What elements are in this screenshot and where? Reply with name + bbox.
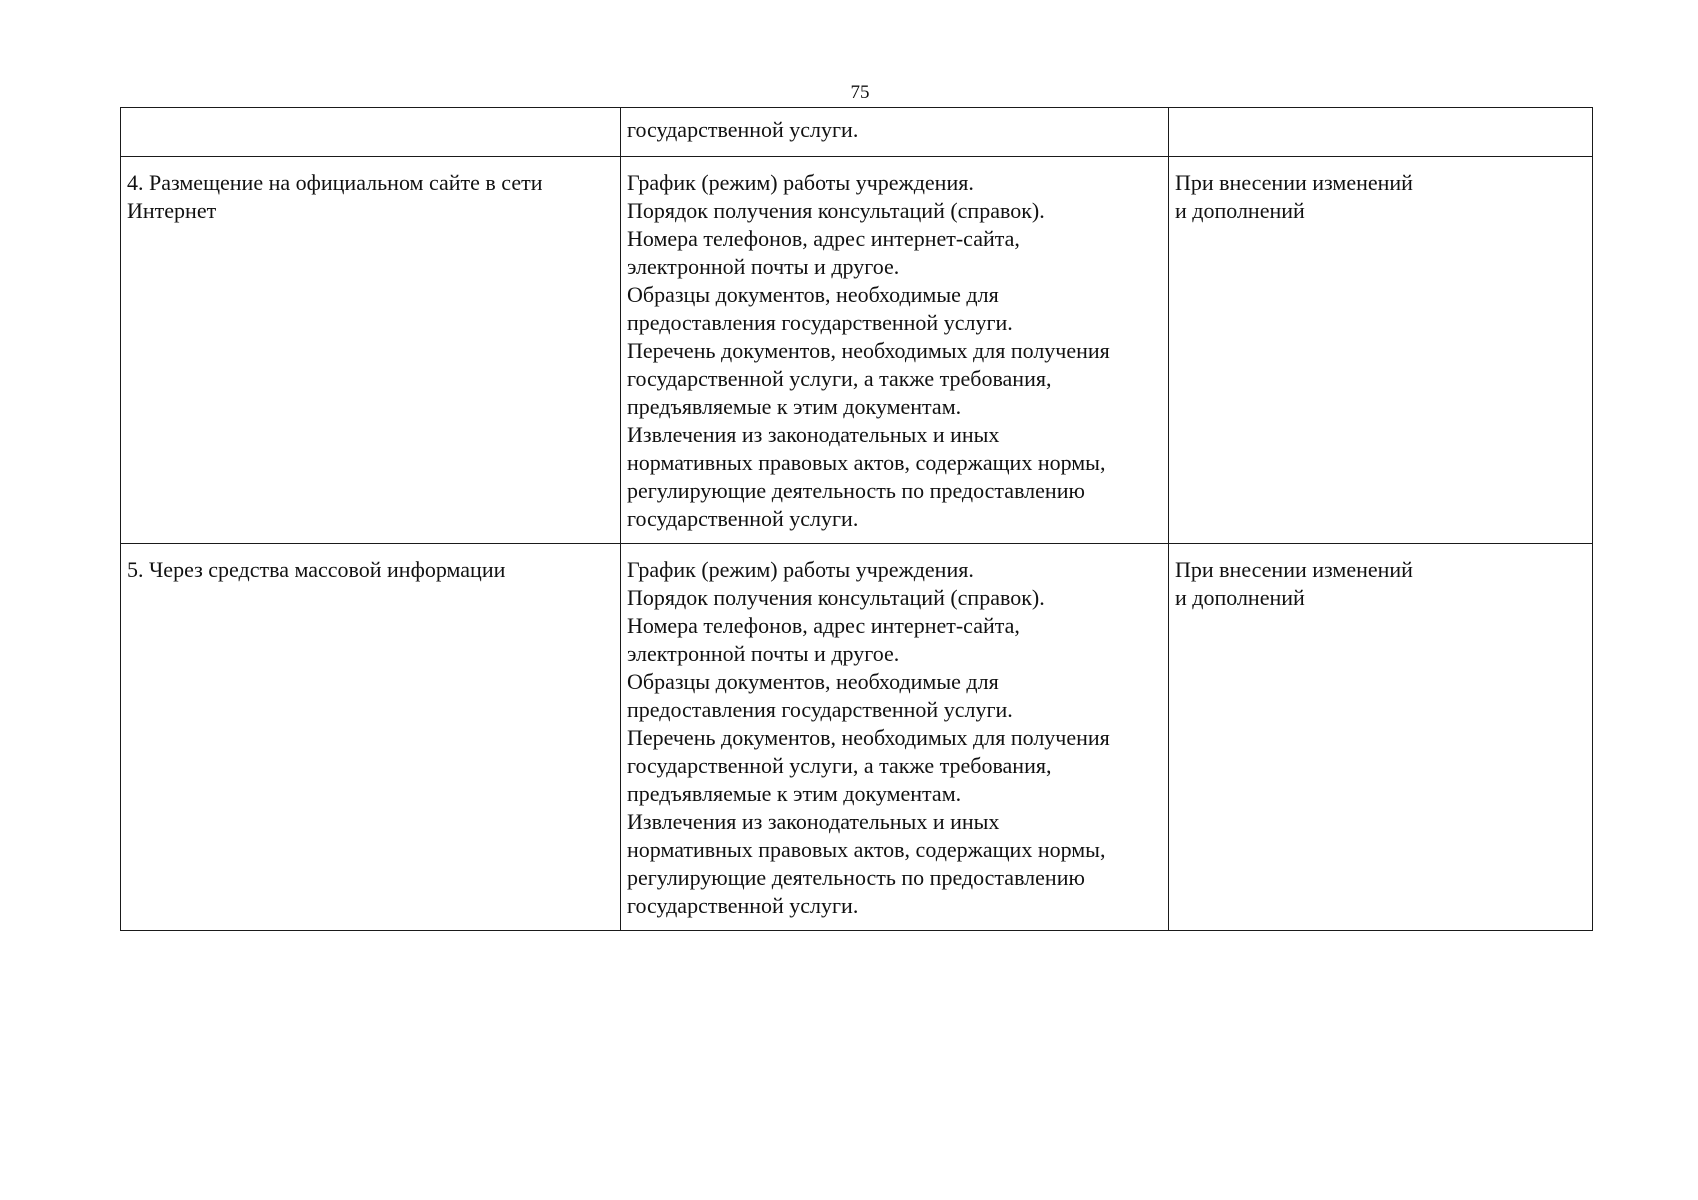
cell-method bbox=[121, 157, 621, 544]
cell-text-line: Порядок получения консультаций (справок). bbox=[627, 585, 1045, 610]
cell-text-line: При внесении изменений bbox=[1175, 557, 1413, 582]
cell-text-line: Образцы документов, необходимые для bbox=[627, 669, 999, 694]
cell-frequency bbox=[1169, 157, 1593, 544]
table-row-4 bbox=[121, 157, 1593, 544]
cell-text-line: При внесении изменений bbox=[1175, 170, 1413, 195]
cell-content: государственной услуги. bbox=[621, 108, 1169, 157]
cell-text-line: Номера телефонов, адрес интернет-сайта, bbox=[627, 226, 1020, 251]
cell-text-line: 5. Через средства массовой информации bbox=[127, 557, 506, 582]
cell-text-line: 4. Размещение на официальном сайте в сети bbox=[127, 170, 543, 195]
cell-text-line: Номера телефонов, адрес интернет-сайта, bbox=[627, 613, 1020, 638]
cell-method bbox=[121, 544, 621, 931]
cell-text-line: Перечень документов, необходимых для получения bbox=[627, 338, 1110, 363]
cell-text-line: государственной услуги, а также требования, bbox=[627, 753, 1052, 778]
cell-text-line: предоставления государственной услуги. bbox=[627, 310, 1013, 335]
cell-text-line: предъявляемые к этим документам. bbox=[627, 781, 962, 806]
cell-text-line: Образцы документов, необходимые для bbox=[627, 282, 999, 307]
cell-text-line: предоставления государственной услуги. bbox=[627, 697, 1013, 722]
cell-text-line: Перечень документов, необходимых для получения bbox=[627, 725, 1110, 750]
cell-text-line: нормативных правовых актов, содержащих нормы, bbox=[627, 450, 1106, 475]
cell-content bbox=[621, 157, 1169, 544]
cell-text-line: государственной услуги. bbox=[627, 893, 859, 918]
cell-text-line: государственной услуги, а также требования, bbox=[627, 366, 1052, 391]
cell-text-line: График (режим) работы учреждения. bbox=[627, 557, 974, 582]
cell-text-line: регулирующие деятельность по предоставлению bbox=[627, 865, 1085, 890]
cell-frequency bbox=[1169, 108, 1593, 157]
info-table bbox=[120, 107, 1593, 931]
cell-frequency bbox=[1169, 544, 1593, 931]
cell-text-line: электронной почты и другое. bbox=[627, 254, 900, 279]
cell-text-line: нормативных правовых актов, содержащих нормы, bbox=[627, 837, 1106, 862]
page-number: 75 bbox=[850, 82, 870, 103]
cell-text-line: Извлечения из законодательных и иных bbox=[627, 809, 1000, 834]
cell-text-line: предъявляемые к этим документам. bbox=[627, 394, 962, 419]
cell-text-line: Порядок получения консультаций (справок). bbox=[627, 198, 1045, 223]
table-row-continuation bbox=[121, 108, 1593, 157]
cell-text-line: График (режим) работы учреждения. bbox=[627, 170, 974, 195]
cell-text-line: и дополнений bbox=[1175, 585, 1305, 610]
cell-text-line: Интернет bbox=[127, 198, 217, 223]
cell-content bbox=[621, 544, 1169, 931]
table-row-5 bbox=[121, 544, 1593, 931]
cell-method bbox=[121, 108, 621, 157]
cell-text-line: государственной услуги. bbox=[627, 506, 859, 531]
cell-text-line: и дополнений bbox=[1175, 198, 1305, 223]
cell-text-line: электронной почты и другое. bbox=[627, 641, 900, 666]
cell-text-line: регулирующие деятельность по предоставлению bbox=[627, 478, 1085, 503]
cell-text-line: Извлечения из законодательных и иных bbox=[627, 422, 1000, 447]
